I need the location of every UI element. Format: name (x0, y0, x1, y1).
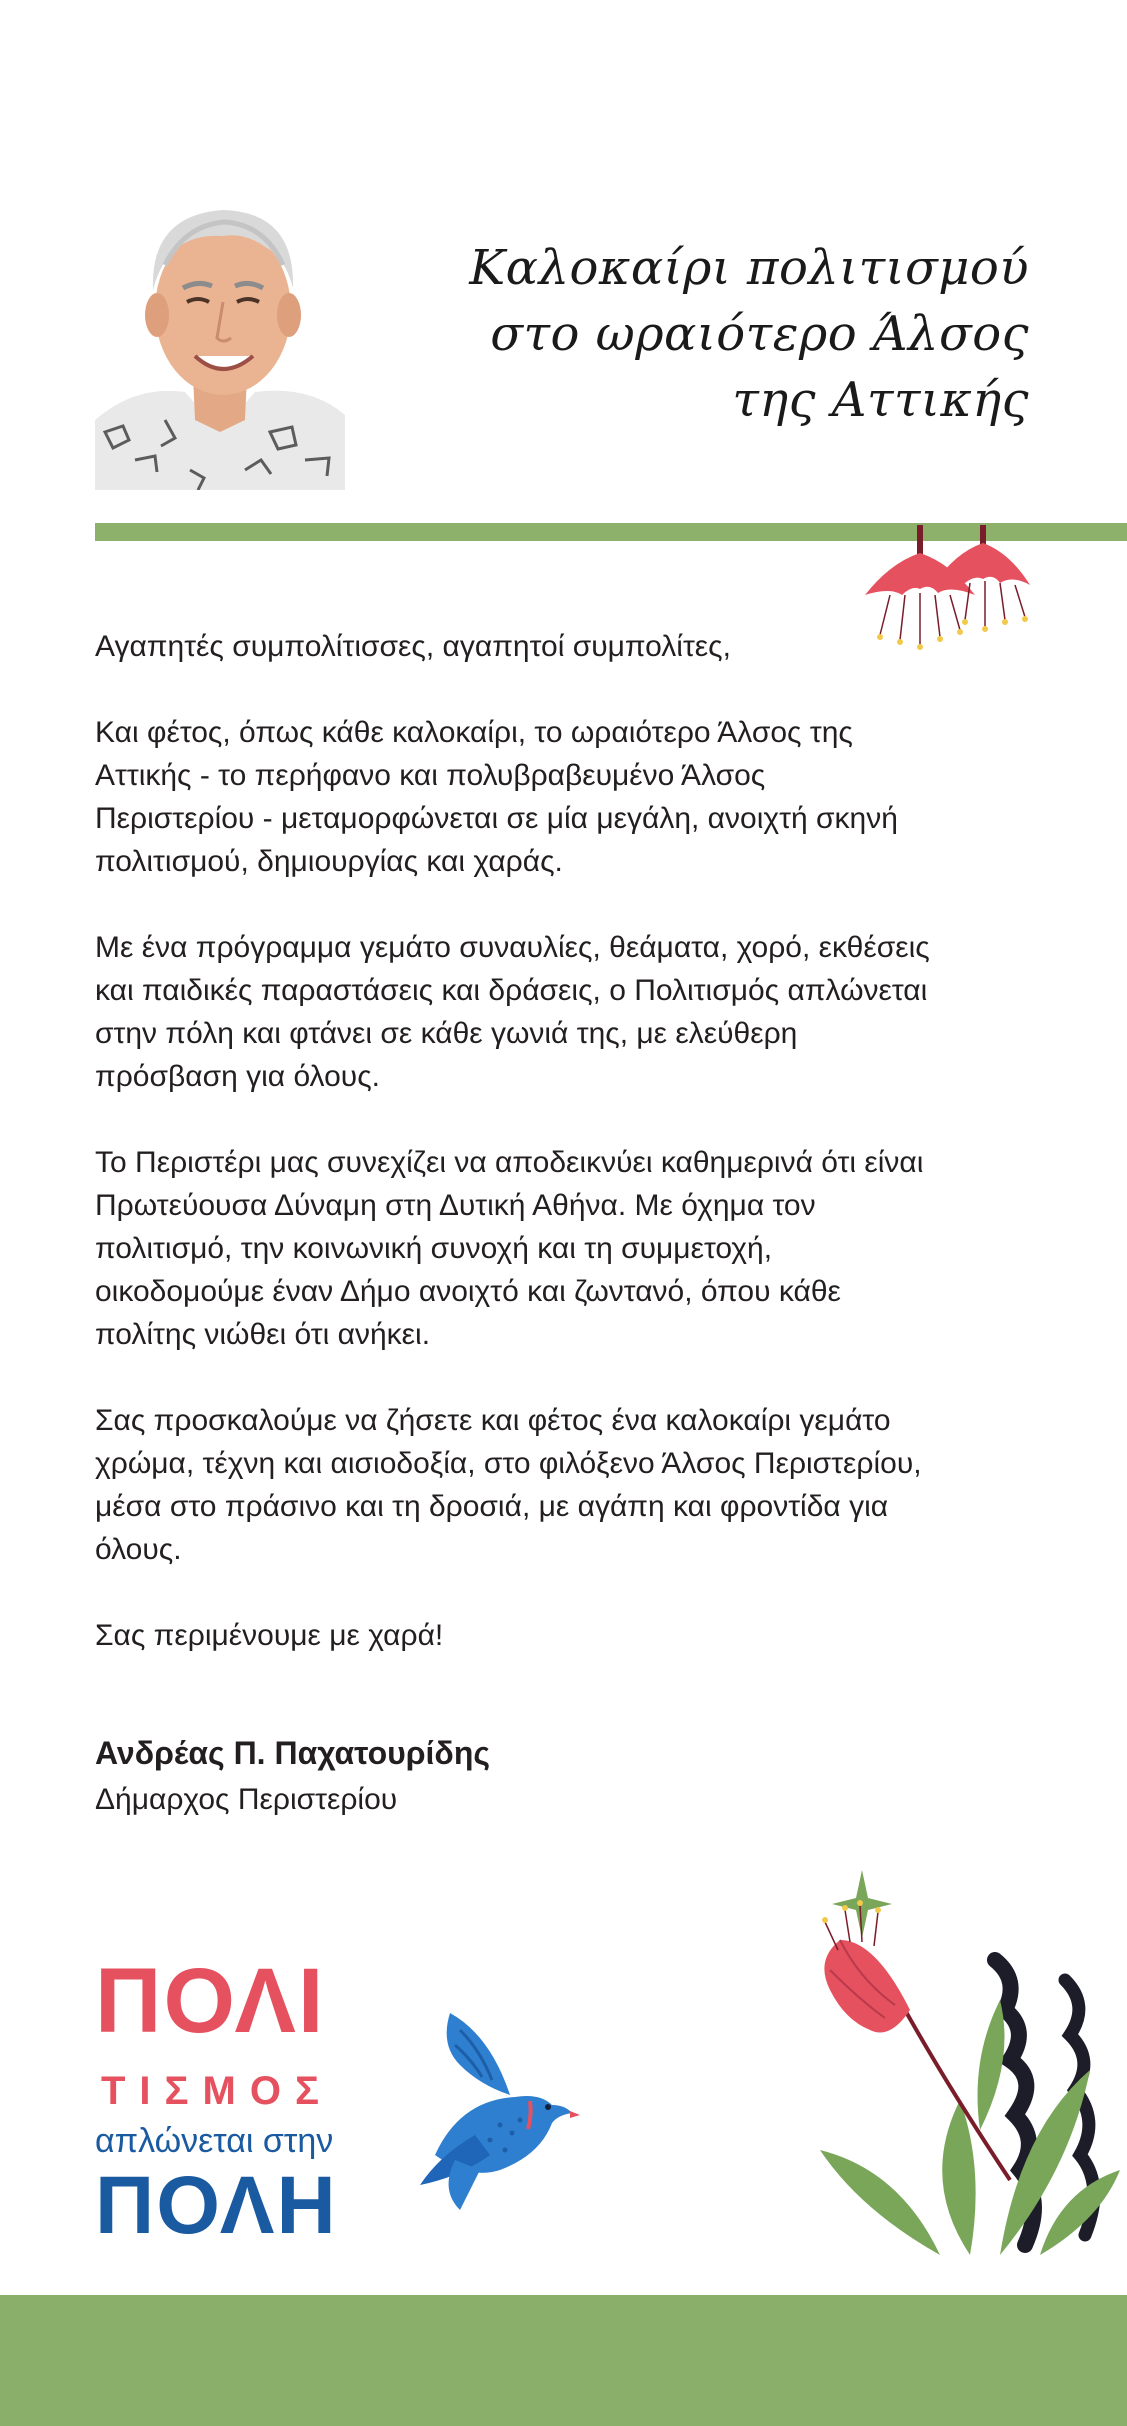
paragraph-3: Το Περιστέρι μας συνεχίζει να αποδεικνύει καθημερινά ότι είναι Πρωτεύουσα Δύναμη στη Δυτική Αθήνα. Με όχημα τον πολιτισμό, την κοινωνική συνοχή και τη συμμετοχή, οικοδομούμε έναν Δήμο ανοιχτό και ζωντανό, όπου κάθε πολίτης νιώθει ότι ανήκει. (95, 1146, 924, 1351)
logo-line-4: ΠΟΛΗ (95, 2160, 338, 2251)
paragraph-4: Σας προσκαλούμε να ζήσετε και φέτος ένα καλοκαίρι γεμάτο χρώμα, τέχνη και αισιοδοξία, στο φιλόξενο Άλσος Περιστερίου, μέσα στο πράσινο και τη δροσιά, με αγάπη και φροντίδα για όλους. (95, 1404, 922, 1566)
title-line-1: Καλοκαίρι πολιτισμού (469, 240, 1029, 296)
signature-title: Δήμαρχος Περιστερίου (95, 1783, 398, 1816)
title-line-3: της Αττικής (732, 372, 1029, 428)
signature-name: Ανδρέας Π. Παχατουρίδης (95, 1735, 491, 1771)
logo-line-1: ΠΟΛΙ (95, 1950, 326, 2052)
letter-body (95, 625, 1035, 1700)
paragraph-2: Με ένα πρόγραμμα γεμάτο συναυλίες, θεάματα, χορό, εκθέσεις και παιδικές παραστάσεις και δράσεις, ο Πολιτισμός απλώνεται στην πόλη και φτάνει σε κάθε γωνιά της, με ελεύθερη πρόσβαση για όλους. (95, 931, 930, 1093)
footer-bar (0, 2295, 1127, 2426)
closing: Σας περιμένουμε με χαρά! (95, 1619, 444, 1652)
bird-icon (420, 2005, 580, 2215)
mayor-portrait (95, 170, 345, 490)
title-line-2: στο ωραιότερο Άλσος (490, 306, 1029, 362)
logo-line-3: απλώνεται στην (95, 2122, 334, 2160)
page-title (429, 235, 1029, 433)
logo-line-2: ΤΙΣΜΟΣ (101, 2069, 333, 2113)
politismos-logo (95, 1950, 365, 2251)
plant-flower-icon (800, 1870, 1127, 2255)
greeting: Αγαπητές συμπολίτισσες, αγαπητοί συμπολίτες, (95, 630, 731, 663)
paragraph-1: Και φέτος, όπως κάθε καλοκαίρι, το ωραιότερο Άλσος της Αττικής - το περήφανο και πολυβραβευμένο Άλσος Περιστερίου - μεταμορφώνεται σε μία μεγάλη, ανοιχτή σκηνή πολιτισμού, δημιουργίας και χαράς. (95, 716, 898, 878)
